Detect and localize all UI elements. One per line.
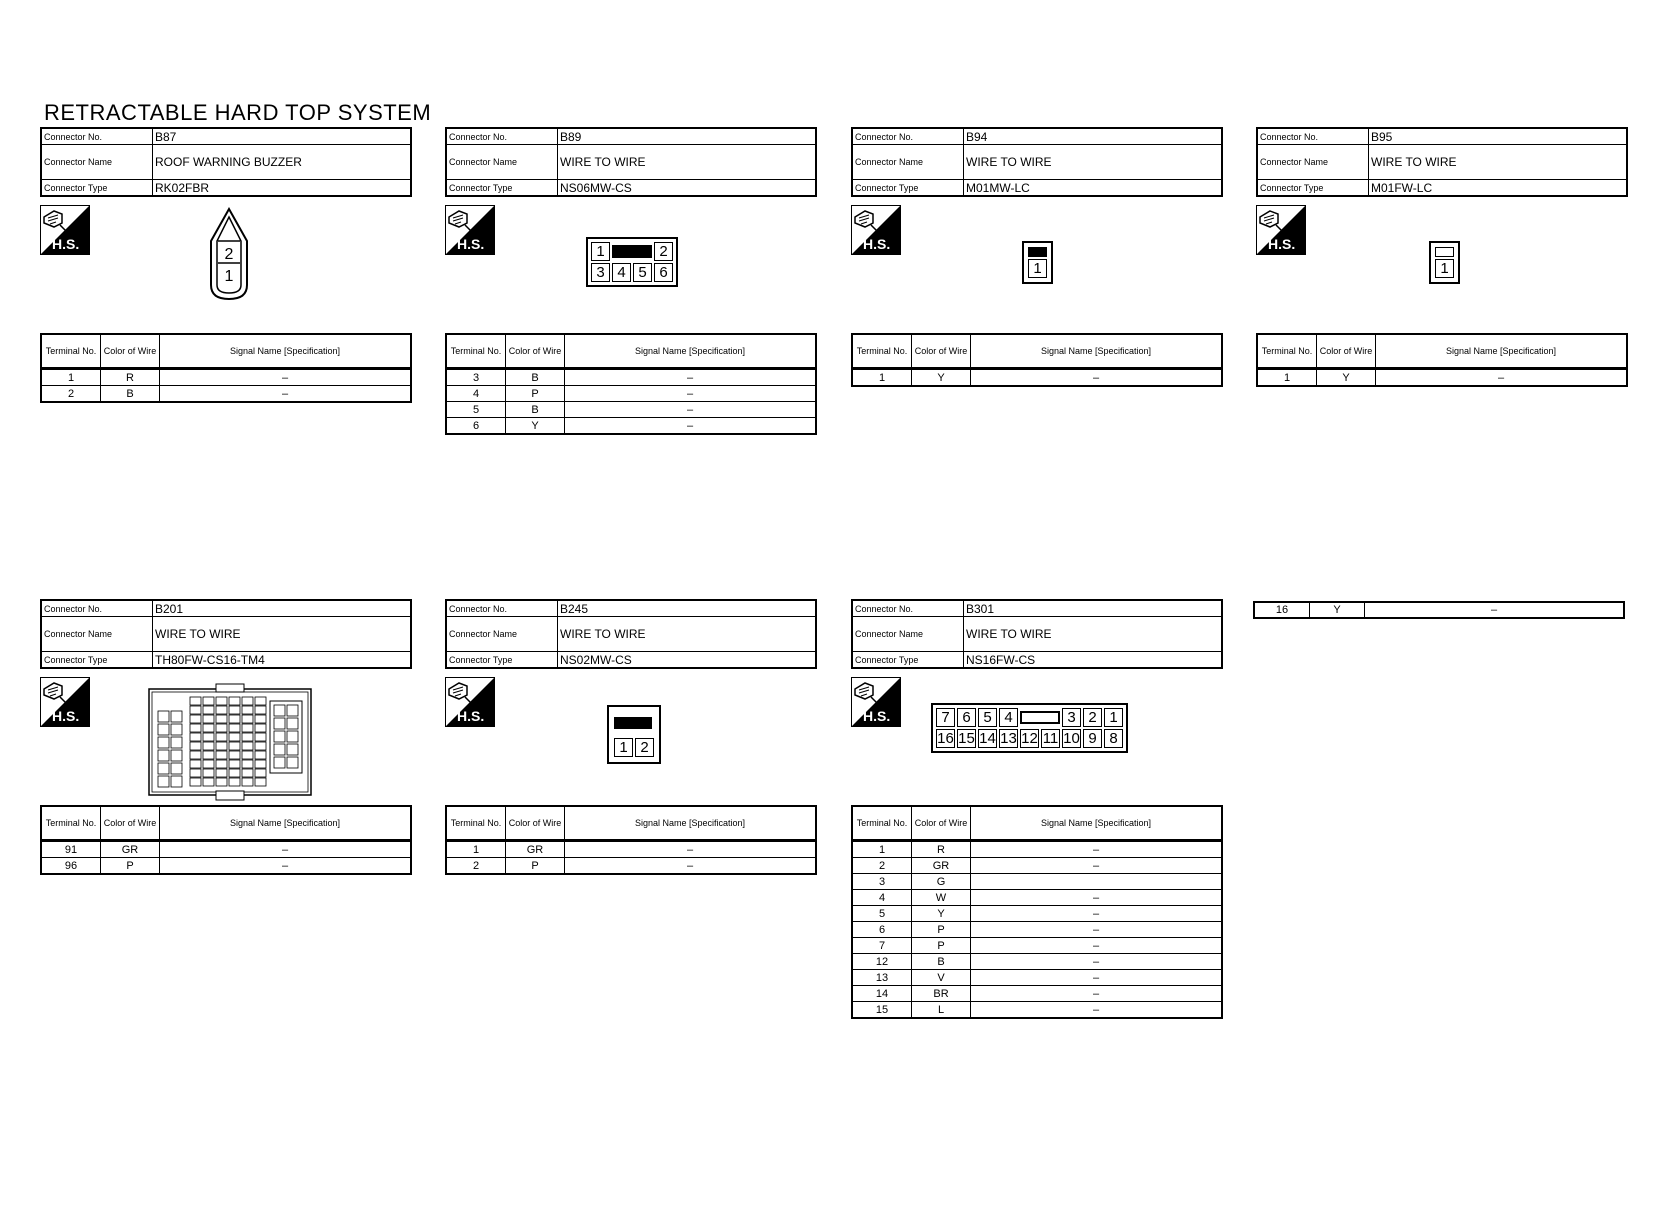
signal-name: – [971,1002,1223,1019]
connector-type: TH80FW-CS16-TM4 [153,652,412,669]
terminal-no: 7 [852,938,912,954]
connector-no-label: Connector No. [852,128,964,145]
signal-name-header: Signal Name [Specification] [565,334,817,369]
terminal-no: 1 [852,841,912,858]
wire-color-header: Color of Wire [101,334,160,369]
terminal-no-header: Terminal No. [446,334,506,369]
signal-name: – [565,841,817,858]
connector-face-b201 [148,683,312,801]
wire-color: P [506,386,565,402]
connector-header [445,127,817,197]
connector-figure [851,197,1223,333]
hs-label: H.S. [52,708,80,724]
terminal-no: 3 [852,874,912,890]
pin-cell: 12 [1021,730,1038,747]
terminal-table [851,333,1223,387]
terminal-no-header: Terminal No. [446,806,506,841]
signal-name: – [565,369,817,386]
wire-color: GR [101,841,160,858]
table-row [41,841,411,858]
wire-color: P [101,858,160,875]
wire-color-header: Color of Wire [912,334,971,369]
terminal-no: 91 [41,841,101,858]
pin-cell: 5 [633,263,652,282]
connector-block-b245 [445,599,817,875]
terminal-table [1256,333,1628,387]
connector-figure [1256,197,1628,333]
connector-no-label: Connector No. [41,600,153,617]
pin-cell: 1 [591,242,610,261]
pin-cell: 6 [957,708,976,727]
signal-name: – [1365,602,1625,618]
connector-face-b245 [607,705,661,764]
harness-side-icon [851,677,901,727]
pin-label: 2 [224,246,234,263]
connector-no-label: Connector No. [1257,128,1369,145]
connector-no: B201 [153,600,412,617]
pin-cell: 3 [591,263,610,282]
connector-name-label: Connector Name [852,145,964,180]
signal-name: – [971,890,1223,906]
connector-type: RK02FBR [153,180,412,197]
connector-name-label: Connector Name [41,617,153,652]
wire-color-header: Color of Wire [506,806,565,841]
wire-color: P [912,938,971,954]
connector-type: NS06MW-CS [558,180,817,197]
signal-name: – [160,386,412,403]
table-row [41,369,411,386]
terminal-no: 15 [852,1002,912,1019]
lock-tab [1028,247,1047,257]
connector-type: M01MW-LC [964,180,1223,197]
pin-cell: 3 [1062,708,1081,727]
wire-color: B [506,369,565,386]
pin-cell: 2 [635,738,654,757]
connector-type: NS02MW-CS [558,652,817,669]
connector-face-b94 [1022,241,1053,284]
pin-cell: 8 [1104,729,1123,748]
terminal-no-header: Terminal No. [1257,334,1317,369]
table-row [1257,369,1627,387]
hs-label: H.S. [1268,236,1296,252]
table-row [852,938,1222,954]
hs-label: H.S. [863,708,891,724]
wire-color: V [912,970,971,986]
terminal-table [445,805,817,875]
connector-no-label: Connector No. [446,600,558,617]
wire-color: L [912,1002,971,1019]
table-row [41,858,411,875]
page-title: RETRACTABLE HARD TOP SYSTEM [44,100,432,125]
connector-type-label: Connector Type [1257,180,1369,197]
connector-name: WIRE TO WIRE [1369,145,1628,180]
signal-name: – [971,970,1223,986]
terminal-no: 6 [852,922,912,938]
table-row [852,841,1222,858]
table-row [852,890,1222,906]
terminal-no: 2 [446,858,506,875]
wire-color: B [912,954,971,970]
terminal-table [40,805,412,875]
signal-name-header: Signal Name [Specification] [160,334,412,369]
connector-header [40,127,412,197]
hs-label: H.S. [457,236,485,252]
terminal-no: 4 [852,890,912,906]
signal-name: – [160,841,412,858]
signal-name: – [160,858,412,875]
connector-no-label: Connector No. [446,128,558,145]
table-row [852,922,1222,938]
table-row [852,369,1222,387]
terminal-no-header: Terminal No. [41,334,101,369]
terminal-no-header: Terminal No. [852,806,912,841]
signal-name-header: Signal Name [Specification] [565,806,817,841]
signal-name-header: Signal Name [Specification] [160,806,412,841]
hs-label: H.S. [52,236,80,252]
wire-color: P [912,922,971,938]
connector-name-label: Connector Name [41,145,153,180]
pin-cell: 2 [1083,708,1102,727]
connector-type-label: Connector Type [852,180,964,197]
lock-tab [612,245,652,258]
connector-type-label: Connector Type [446,180,558,197]
wire-color: P [506,858,565,875]
terminal-table [851,805,1223,1019]
continuation-table [1253,601,1625,619]
signal-name: – [971,858,1223,874]
terminal-no: 5 [446,402,506,418]
wire-color: B [506,402,565,418]
connector-type-label: Connector Type [852,652,964,669]
signal-name-header: Signal Name [Specification] [1376,334,1628,369]
terminal-no: 2 [41,386,101,403]
wire-color: GR [506,841,565,858]
pin-cell: 4 [612,263,631,282]
connector-no: B87 [153,128,412,145]
lock-tab [1435,247,1454,257]
harness-side-icon [445,677,495,727]
connector-figure [851,669,1223,805]
pin-cell: 6 [654,263,673,282]
signal-name: – [565,386,817,402]
wire-color: G [912,874,971,890]
harness-side-icon [851,205,901,255]
table-row [446,386,816,402]
pin-cell: 1 [1104,708,1123,727]
connector-no: B245 [558,600,817,617]
wire-color: BR [912,986,971,1002]
signal-name: – [971,841,1223,858]
pin-cell: 5 [978,708,997,727]
connector-name: WIRE TO WIRE [964,617,1223,652]
connector-block-b95 [1256,127,1628,387]
signal-name: – [565,858,817,875]
wire-color: Y [506,418,565,435]
terminal-table [445,333,817,435]
connector-face-b87 [208,207,250,301]
terminal-no: 96 [41,858,101,875]
connector-name: WIRE TO WIRE [558,145,817,180]
connector-face-b95 [1429,241,1460,284]
connector-header [1256,127,1628,197]
connector-block-b301 [851,599,1223,1019]
terminal-no: 14 [852,986,912,1002]
connector-type-label: Connector Type [446,652,558,669]
lock-tab [614,717,652,729]
terminal-no: 1 [852,369,912,387]
terminal-no-header: Terminal No. [41,806,101,841]
terminal-no: 13 [852,970,912,986]
connector-block-b94 [851,127,1223,387]
table-row [41,386,411,403]
wire-color: Y [1317,369,1376,387]
connector-no: B301 [964,600,1223,617]
wire-color: Y [1310,602,1365,618]
connector-name-label: Connector Name [852,617,964,652]
signal-name: – [160,369,412,386]
harness-side-icon [1256,205,1306,255]
table-row [446,841,816,858]
connector-name: WIRE TO WIRE [153,617,412,652]
pin-cell: 9 [1083,729,1102,748]
connector-face-b89 [586,237,678,287]
terminal-no: 1 [1257,369,1317,387]
connector-name: WIRE TO WIRE [558,617,817,652]
connector-no-label: Connector No. [852,600,964,617]
connector-name: WIRE TO WIRE [964,145,1223,180]
pin-cell: 14 [979,730,996,747]
signal-name: – [1376,369,1628,387]
signal-name: – [971,986,1223,1002]
wire-color-header: Color of Wire [101,806,160,841]
harness-side-icon [40,205,90,255]
pin-cell: 16 [937,730,954,747]
hs-label: H.S. [863,236,891,252]
pin-cell: 1 [1028,259,1047,278]
table-row [852,874,1222,890]
harness-side-icon [40,677,90,727]
table-row [446,369,816,386]
terminal-no: 4 [446,386,506,402]
table-row [852,970,1222,986]
signal-name: – [971,954,1223,970]
pin-cell: 4 [999,708,1018,727]
wire-color: Y [912,369,971,387]
pin-cell: 11 [1042,730,1059,747]
signal-name: – [565,402,817,418]
pin-cell: 1 [1435,259,1454,278]
signal-name-header: Signal Name [Specification] [971,334,1223,369]
signal-name: – [971,906,1223,922]
pin-cell: 7 [936,708,955,727]
connector-figure [40,197,412,333]
terminal-no: 5 [852,906,912,922]
signal-name [971,874,1223,890]
connector-name-label: Connector Name [446,617,558,652]
connector-no: B89 [558,128,817,145]
signal-name: – [565,418,817,435]
pin-label: 1 [224,268,234,285]
table-row [852,906,1222,922]
terminal-table [40,333,412,403]
table-row [852,954,1222,970]
connector-header [445,599,817,669]
table-row [446,418,816,435]
connector-no-label: Connector No. [41,128,153,145]
hs-label: H.S. [457,708,485,724]
terminal-no: 6 [446,418,506,435]
connector-type: NS16FW-CS [964,652,1223,669]
terminal-no: 2 [852,858,912,874]
connector-no: B94 [964,128,1223,145]
table-row [1254,602,1624,618]
wire-color: R [912,841,971,858]
wire-color: R [101,369,160,386]
terminal-no: 1 [41,369,101,386]
wire-color: W [912,890,971,906]
signal-name-header: Signal Name [Specification] [971,806,1223,841]
connector-type: M01FW-LC [1369,180,1628,197]
signal-name: – [971,938,1223,954]
connector-face-b301 [931,703,1128,753]
wire-color: B [101,386,160,403]
connector-header [851,127,1223,197]
terminal-no: 1 [446,841,506,858]
lock-tab [1020,711,1060,724]
wire-color: GR [912,858,971,874]
connector-figure [445,197,817,333]
signal-name: – [971,369,1223,387]
connector-header [40,599,412,669]
terminal-no: 16 [1254,602,1310,618]
table-row [446,858,816,875]
connector-no: B95 [1369,128,1628,145]
pin-cell: 1 [614,738,633,757]
wire-color-header: Color of Wire [506,334,565,369]
terminal-no-header: Terminal No. [852,334,912,369]
connector-name-label: Connector Name [446,145,558,180]
connector-header [851,599,1223,669]
table-row [852,1002,1222,1019]
connector-name: ROOF WARNING BUZZER [153,145,412,180]
connector-block-b89 [445,127,817,435]
table-row [446,402,816,418]
terminal-no: 12 [852,954,912,970]
pin-cell: 2 [654,242,673,261]
connector-block-b87 [40,127,412,403]
connector-type-label: Connector Type [41,180,153,197]
wire-color-header: Color of Wire [912,806,971,841]
table-row [852,858,1222,874]
harness-side-icon [445,205,495,255]
connector-figure [40,669,412,805]
wire-color-header: Color of Wire [1317,334,1376,369]
pin-cell: 15 [958,730,975,747]
connector-figure [445,669,817,805]
pin-cell: 10 [1063,730,1080,747]
table-row [852,986,1222,1002]
terminal-no: 3 [446,369,506,386]
wire-color: Y [912,906,971,922]
connector-block-b201 [40,599,412,875]
signal-name: – [971,922,1223,938]
connector-type-label: Connector Type [41,652,153,669]
connector-name-label: Connector Name [1257,145,1369,180]
pin-cell: 13 [1000,730,1017,747]
